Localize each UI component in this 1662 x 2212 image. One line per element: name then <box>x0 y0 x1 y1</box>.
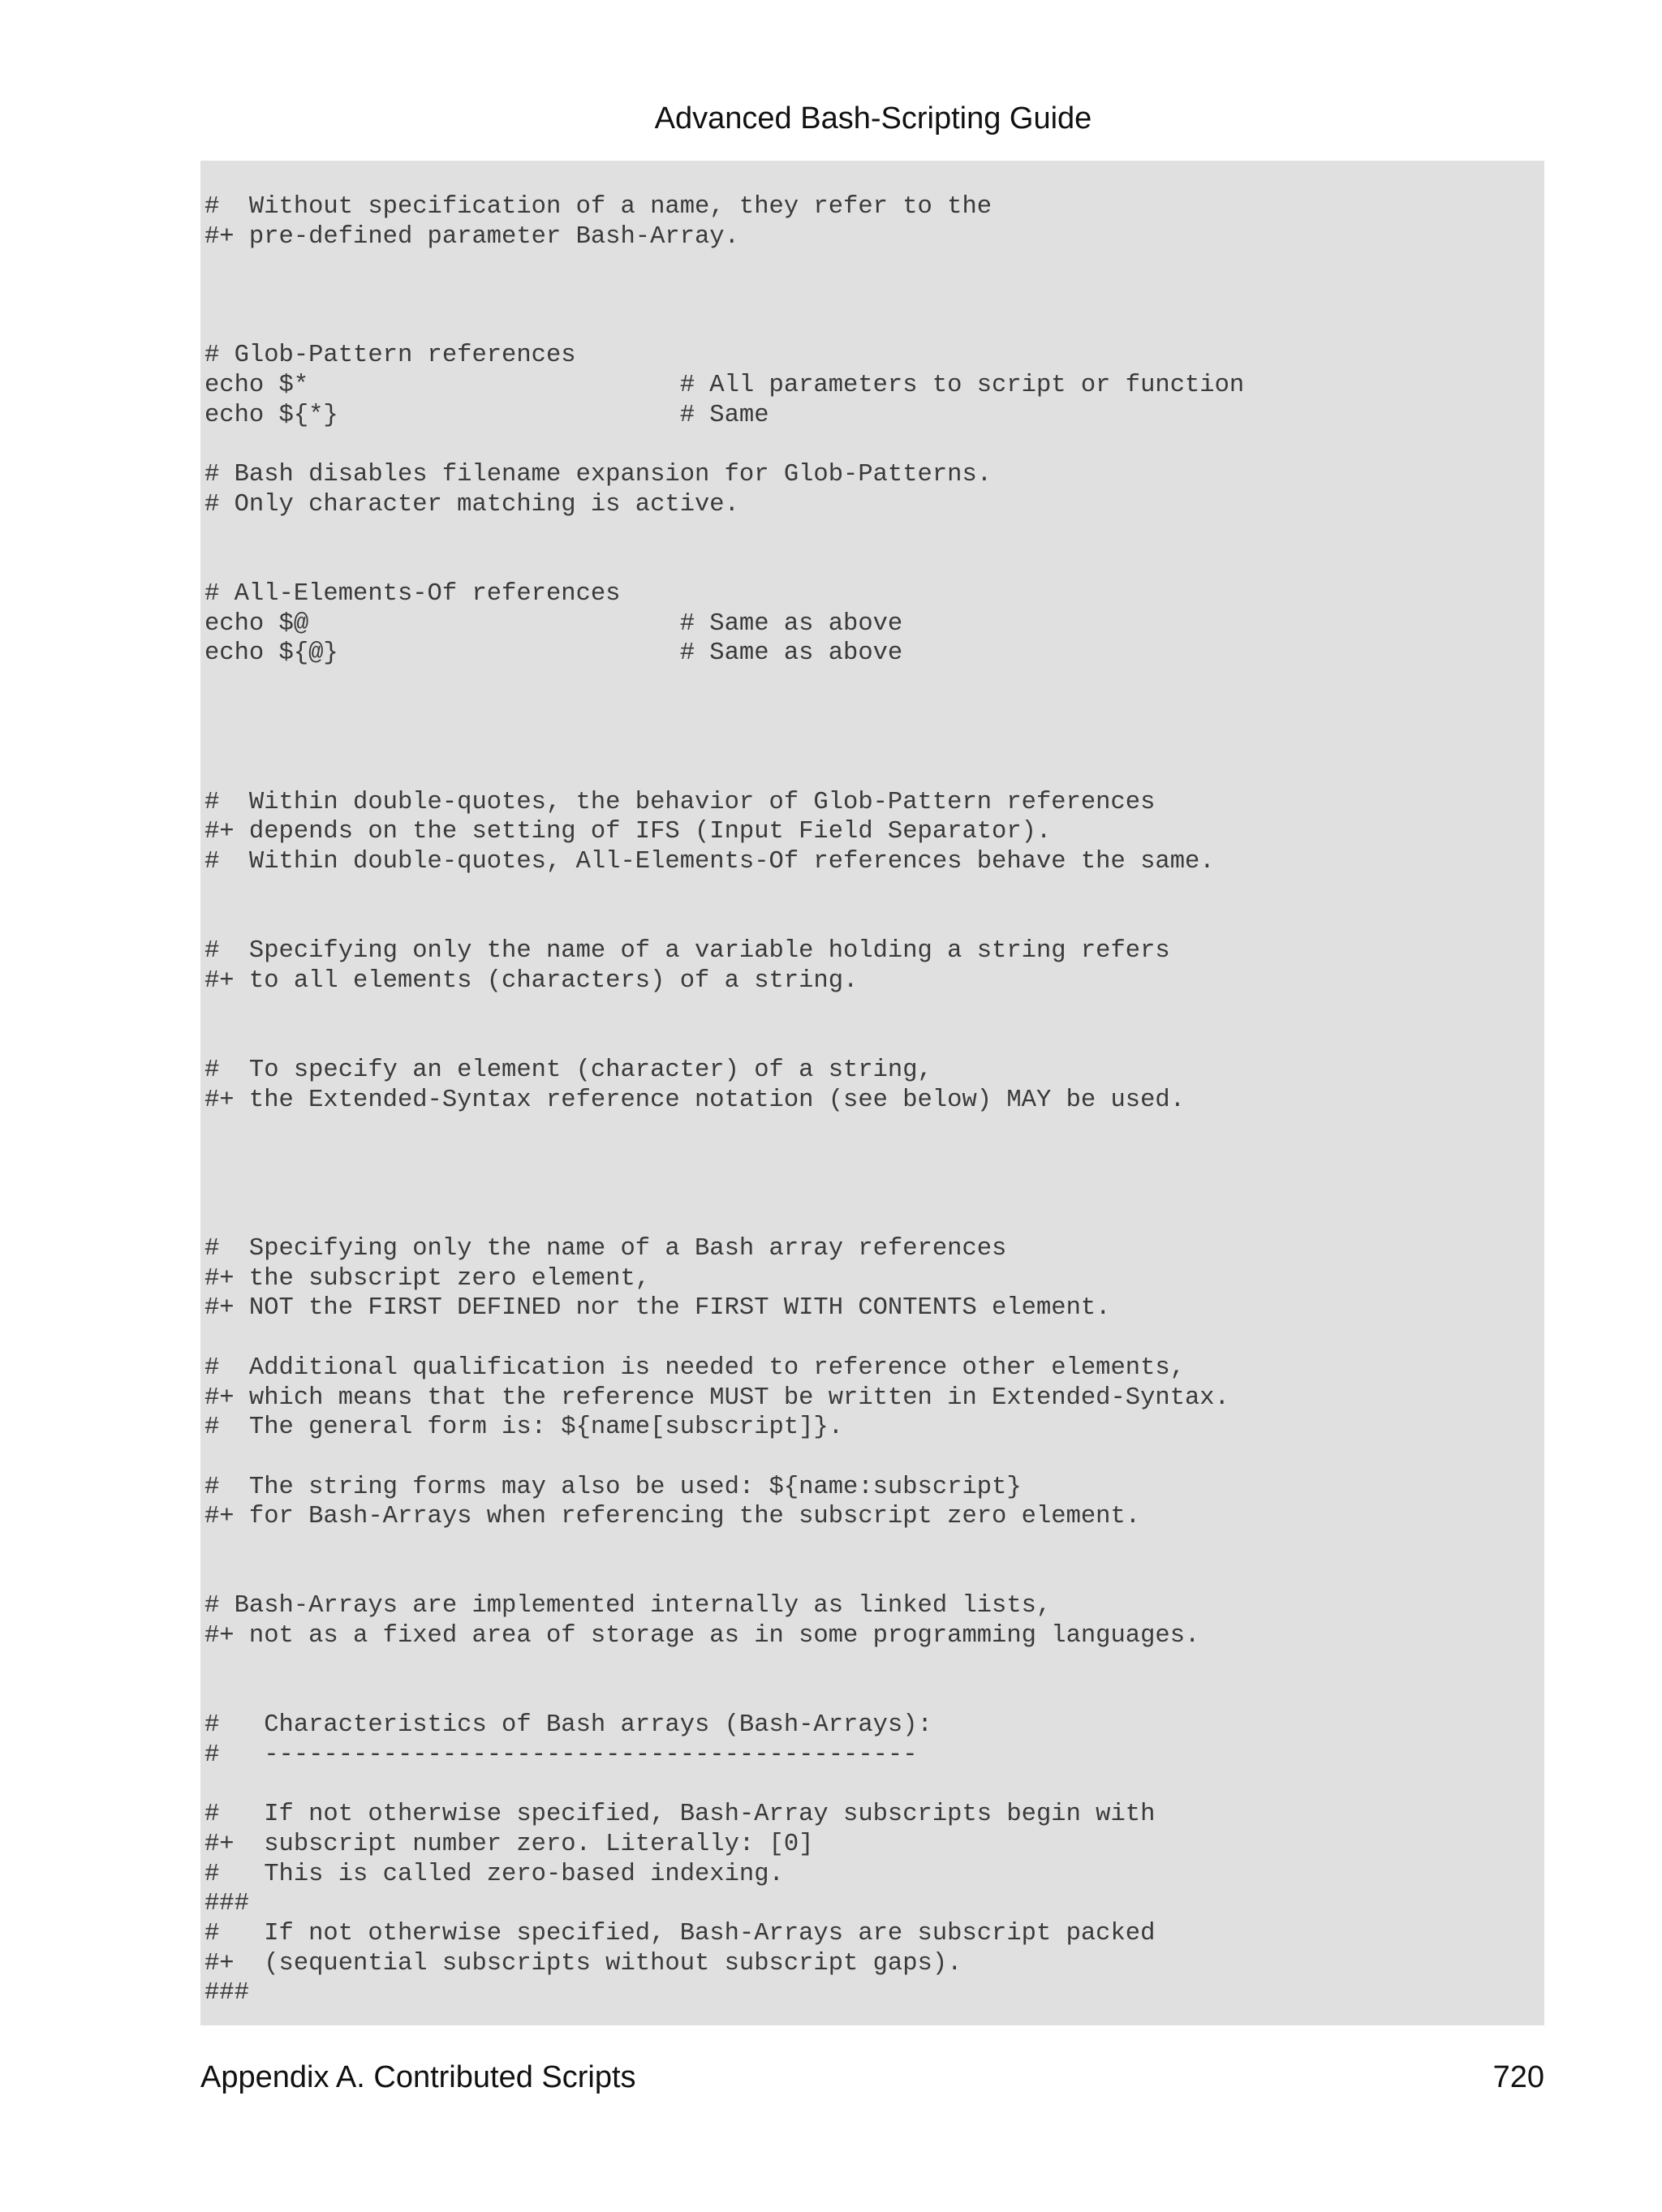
code-line <box>205 1323 1244 1353</box>
code-line: # Additional qualification is needed to reference other elements, <box>205 1353 1185 1382</box>
code-line: # Specifying only the name of a Bash array references <box>205 1235 1007 1263</box>
code-line: #+ NOT the FIRST DEFINED nor the FIRST WITH CONTENTS element. <box>205 1294 1111 1323</box>
page-header: Advanced Bash-Scripting Guide <box>654 101 1092 136</box>
code-line: # Glob-Pattern references <box>205 342 576 370</box>
footer-section-title: Appendix A. Contributed Scripts <box>200 2060 636 2094</box>
code-line <box>205 252 1244 282</box>
code-line: # Bash disables filename expansion for Glob-Patterns. <box>205 461 992 489</box>
code-listing <box>205 192 1244 2008</box>
code-line <box>205 1562 1244 1592</box>
code-line: #+ the Extended-Syntax reference notation (see below) MAY be used. <box>205 1086 1185 1114</box>
code-line <box>205 1204 1244 1234</box>
code-line: # Characteristics of Bash arrays (Bash-Arrays): <box>205 1711 932 1740</box>
footer-page-number: 720 <box>1492 2060 1544 2094</box>
code-line <box>205 669 1244 699</box>
code-line <box>205 1443 1244 1473</box>
code-line: #+ for Bash-Arrays when referencing the subscript zero element. <box>205 1503 1141 1531</box>
code-line <box>205 1532 1244 1562</box>
code-line <box>205 312 1244 342</box>
code-line: echo $* # All parameters to script or function <box>205 372 1245 400</box>
code-line: #+ to all elements (characters) of a string. <box>205 966 859 995</box>
code-line <box>205 907 1244 937</box>
code-line: # Without specification of a name, they refer to the <box>205 193 992 221</box>
code-line: ### <box>205 1979 249 2008</box>
code-line <box>205 728 1244 758</box>
code-line <box>205 431 1244 461</box>
code-line: # To specify an element (character) of a string, <box>205 1056 932 1084</box>
code-line <box>205 282 1244 312</box>
code-line: echo $@ # Same as above <box>205 609 903 638</box>
code-line <box>205 520 1244 550</box>
code-line <box>205 1145 1244 1175</box>
code-line: # All-Elements-Of references <box>205 579 621 608</box>
code-line <box>205 699 1244 729</box>
code-line: # The general form is: ${name[subscript]}. <box>205 1414 844 1442</box>
code-line: # Only character matching is active. <box>205 490 739 519</box>
code-line: #+ depends on the setting of IFS (Input Field Separator). <box>205 818 1052 846</box>
code-line <box>205 549 1244 579</box>
code-line: # The string forms may also be used: ${name:subscript} <box>205 1473 1022 1501</box>
code-line: #+ the subscript zero element, <box>205 1264 651 1293</box>
code-line <box>205 1175 1244 1205</box>
code-line: # -------------------------------------------- <box>205 1741 918 1769</box>
code-line <box>205 996 1244 1026</box>
code-line: # Within double-quotes, the behavior of Glob-Pattern references <box>205 788 1156 816</box>
code-line: #+ which means that the reference MUST be written in Extended-Syntax. <box>205 1384 1229 1412</box>
code-line: # If not otherwise specified, Bash-Array subscripts begin with <box>205 1801 1156 1829</box>
code-line: #+ not as a fixed area of storage as in some programming languages. <box>205 1622 1200 1650</box>
code-block <box>200 161 1544 2025</box>
code-line: echo ${@} # Same as above <box>205 639 903 668</box>
code-line <box>205 1651 1244 1681</box>
code-line <box>205 1026 1244 1056</box>
code-line: # Within double-quotes, All-Elements-Of references behave the same. <box>205 848 1215 876</box>
code-line: # If not otherwise specified, Bash-Arrays are subscript packed <box>205 1919 1156 1947</box>
code-line: #+ subscript number zero. Literally: [0] <box>205 1830 814 1858</box>
code-line <box>205 1681 1244 1711</box>
code-line: # Specifying only the name of a variable holding a string refers <box>205 937 1170 966</box>
code-line: #+ pre-defined parameter Bash-Array. <box>205 222 739 251</box>
code-line <box>205 758 1244 788</box>
code-line <box>205 1115 1244 1145</box>
code-line: # This is called zero-based indexing. <box>205 1860 784 1888</box>
code-line <box>205 877 1244 907</box>
code-line <box>205 1770 1244 1800</box>
code-line: ### <box>205 1890 249 1918</box>
code-line: # Bash-Arrays are implemented internally as linked lists, <box>205 1592 1052 1620</box>
code-line: echo ${*} # Same <box>205 401 769 429</box>
code-line: #+ (sequential subscripts without subscript gaps). <box>205 1949 962 1977</box>
